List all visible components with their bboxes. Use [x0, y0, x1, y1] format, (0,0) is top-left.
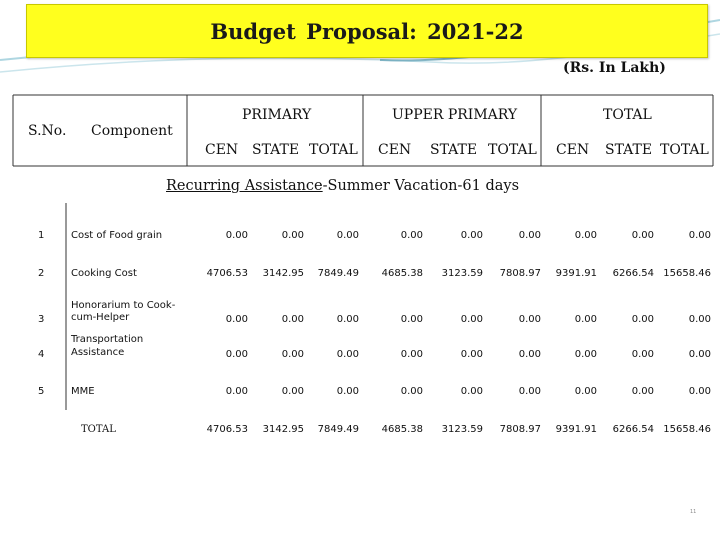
page-number: 11 [690, 509, 697, 515]
row-1-primary-cen: 0.00 [225, 230, 248, 241]
header-total-total: TOTAL [660, 142, 709, 158]
row-3-primary-total: 0.00 [336, 314, 359, 325]
row-2-primary-total: 7849.49 [317, 268, 359, 279]
page-title: Budget Proposal: 2021-22 [210, 19, 524, 44]
total-primary-cen: 4706.53 [206, 424, 248, 435]
row-3-total-state: 0.00 [631, 314, 654, 325]
row-2-total-state: 6266.54 [612, 268, 654, 279]
row-1-component: Cost of Food grain [71, 230, 163, 241]
row-2-component: Cooking Cost [71, 268, 137, 279]
row-3-component-line2: cum-Helper [71, 312, 130, 323]
header-upper-cen: CEN [378, 142, 412, 158]
row-5-upper-cen: 0.00 [400, 386, 423, 397]
title-banner [26, 4, 708, 58]
row-2-upper-state: 3123.59 [441, 268, 483, 279]
row-5-upper-state: 0.00 [460, 386, 483, 397]
row-4-upper-cen: 0.00 [400, 349, 423, 360]
header-primary-total: TOTAL [309, 142, 358, 158]
row-4-total-state: 0.00 [631, 349, 654, 360]
row-3-total-total: 0.00 [688, 314, 711, 325]
total-total-total: 15658.46 [663, 424, 711, 435]
header-upper-total: TOTAL [488, 142, 537, 158]
row-5-sno: 5 [38, 386, 45, 397]
total-upper-cen: 4685.38 [381, 424, 423, 435]
row-5-total-cen: 0.00 [574, 386, 597, 397]
row-2-primary-cen: 4706.53 [206, 268, 248, 279]
row-3-sno: 3 [38, 314, 45, 325]
header-primary: PRIMARY [242, 107, 312, 123]
row-5-primary-total: 0.00 [336, 386, 359, 397]
header-upper-primary: UPPER PRIMARY [392, 107, 518, 123]
row-2-total-cen: 9391.91 [555, 268, 597, 279]
row-2-sno: 2 [38, 268, 45, 279]
row-4-sno: 4 [38, 349, 45, 360]
row-2-total-total: 15658.46 [663, 268, 711, 279]
row-1-upper-cen: 0.00 [400, 230, 423, 241]
row-4-total-total: 0.00 [688, 349, 711, 360]
header-sno: S.No. [28, 123, 67, 139]
row-3-total-cen: 0.00 [574, 314, 597, 325]
row-2-primary-state: 3142.95 [262, 268, 304, 279]
header-total-state: STATE [605, 142, 653, 158]
total-primary-state: 3142.95 [262, 424, 304, 435]
row-4-component-line2: Assistance [71, 347, 125, 358]
row-4-upper-total: 0.00 [518, 349, 541, 360]
header-total-cen: CEN [556, 142, 590, 158]
row-1-upper-total: 0.00 [518, 230, 541, 241]
row-4-primary-total: 0.00 [336, 349, 359, 360]
total-row-label: TOTAL [81, 424, 116, 435]
row-2-upper-total: 7808.97 [499, 268, 541, 279]
row-4-primary-state: 0.00 [281, 349, 304, 360]
row-5-upper-total: 0.00 [518, 386, 541, 397]
row-4-component-line1: Transportation [71, 334, 144, 345]
row-1-total-total: 0.00 [688, 230, 711, 241]
row-4-primary-cen: 0.00 [225, 349, 248, 360]
row-3-primary-state: 0.00 [281, 314, 304, 325]
header-component: Component [91, 123, 173, 139]
section-heading-rest: -Summer Vacation-61 days [322, 178, 520, 194]
row-1-total-cen: 0.00 [574, 230, 597, 241]
row-1-primary-total: 0.00 [336, 230, 359, 241]
row-3-primary-cen: 0.00 [225, 314, 248, 325]
row-4-upper-state: 0.00 [460, 349, 483, 360]
row-3-upper-total: 0.00 [518, 314, 541, 325]
row-5-total-state: 0.00 [631, 386, 654, 397]
row-2-upper-cen: 4685.38 [381, 268, 423, 279]
row-1-upper-state: 0.00 [460, 230, 483, 241]
section-heading-underlined: Recurring Assistance [166, 178, 323, 194]
row-1-primary-state: 0.00 [281, 230, 304, 241]
total-total-cen: 9391.91 [555, 424, 597, 435]
header-total: TOTAL [603, 107, 652, 123]
row-3-component-line1: Honorarium to Cook- [71, 300, 176, 311]
header-primary-cen: CEN [205, 142, 239, 158]
row-4-total-cen: 0.00 [574, 349, 597, 360]
units-note: (Rs. In Lakh) [563, 60, 666, 76]
total-upper-state: 3123.59 [441, 424, 483, 435]
header-primary-state: STATE [252, 142, 300, 158]
row-5-component: MME [71, 386, 95, 397]
row-3-upper-state: 0.00 [460, 314, 483, 325]
row-5-total-total: 0.00 [688, 386, 711, 397]
total-total-state: 6266.54 [612, 424, 654, 435]
row-5-primary-state: 0.00 [281, 386, 304, 397]
row-5-primary-cen: 0.00 [225, 386, 248, 397]
header-upper-state: STATE [430, 142, 478, 158]
row-1-total-state: 0.00 [631, 230, 654, 241]
row-1-sno: 1 [38, 230, 45, 241]
total-upper-total: 7808.97 [499, 424, 541, 435]
section-heading [166, 178, 519, 194]
row-3-upper-cen: 0.00 [400, 314, 423, 325]
total-primary-total: 7849.49 [317, 424, 359, 435]
